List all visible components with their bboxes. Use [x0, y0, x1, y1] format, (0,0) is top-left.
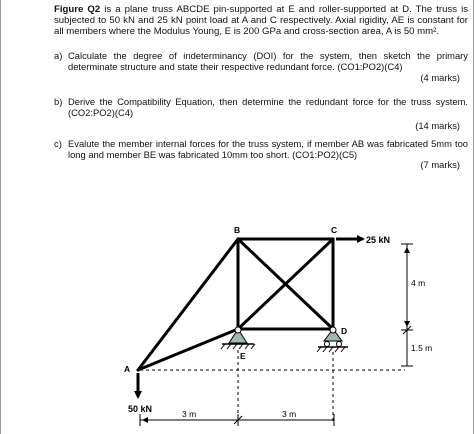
- dimension-label-1-5m: 1.5 m: [411, 343, 433, 353]
- node-label-a: A: [124, 364, 131, 374]
- load-label-a: 50 kN: [128, 404, 153, 414]
- load-label-c: 25 kN: [366, 235, 391, 245]
- node-label-e: E: [240, 351, 246, 361]
- problem-text: is a plane truss ABCDE pin-supported at E and roller-supported at D. The truss is subjected to 50 kN and 25 kN point load at A and C respectively. Axial rigidity, AE is constant for all members where the Modulus Young, E is 200 GPa and cross-section area, A is 50 mm².: [54, 4, 468, 38]
- question-c-text: Evalute the member internal forces for the truss system, if member AB was fabricated 5mm too long and member BE was fabricated 10mm too short. (CO1:PO2)(C5): [68, 138, 468, 160]
- question-a-label: a): [54, 50, 63, 61]
- dimension-label-4m: 4 m: [411, 278, 426, 288]
- node-label-b: B: [234, 225, 241, 235]
- question-a-text: Calculate the degree of indeterminancy (DOI) for the system, then sketch the primary determinate structure and state their respective redundant force. (CO1:PO2)(C4): [68, 50, 468, 72]
- question-c-marks: (7 marks): [420, 159, 460, 170]
- node-label-c: C: [331, 225, 338, 235]
- question-a-marks: (4 marks): [420, 72, 460, 83]
- question-b-label: b): [54, 96, 63, 107]
- dimension-label-left-3m: 3 m: [182, 409, 197, 419]
- question-b-text: Derive the Compatibility Equation, then determine the redundant force for the truss system.(CO2:PO2)(C4): [68, 96, 468, 118]
- question-b-marks: (14 marks): [415, 120, 460, 131]
- node-label-d: D: [341, 326, 348, 336]
- dimension-label-right-3m: 3 m: [282, 409, 297, 419]
- figure-label: Figure Q2: [54, 4, 101, 15]
- question-c-label: c): [54, 138, 62, 149]
